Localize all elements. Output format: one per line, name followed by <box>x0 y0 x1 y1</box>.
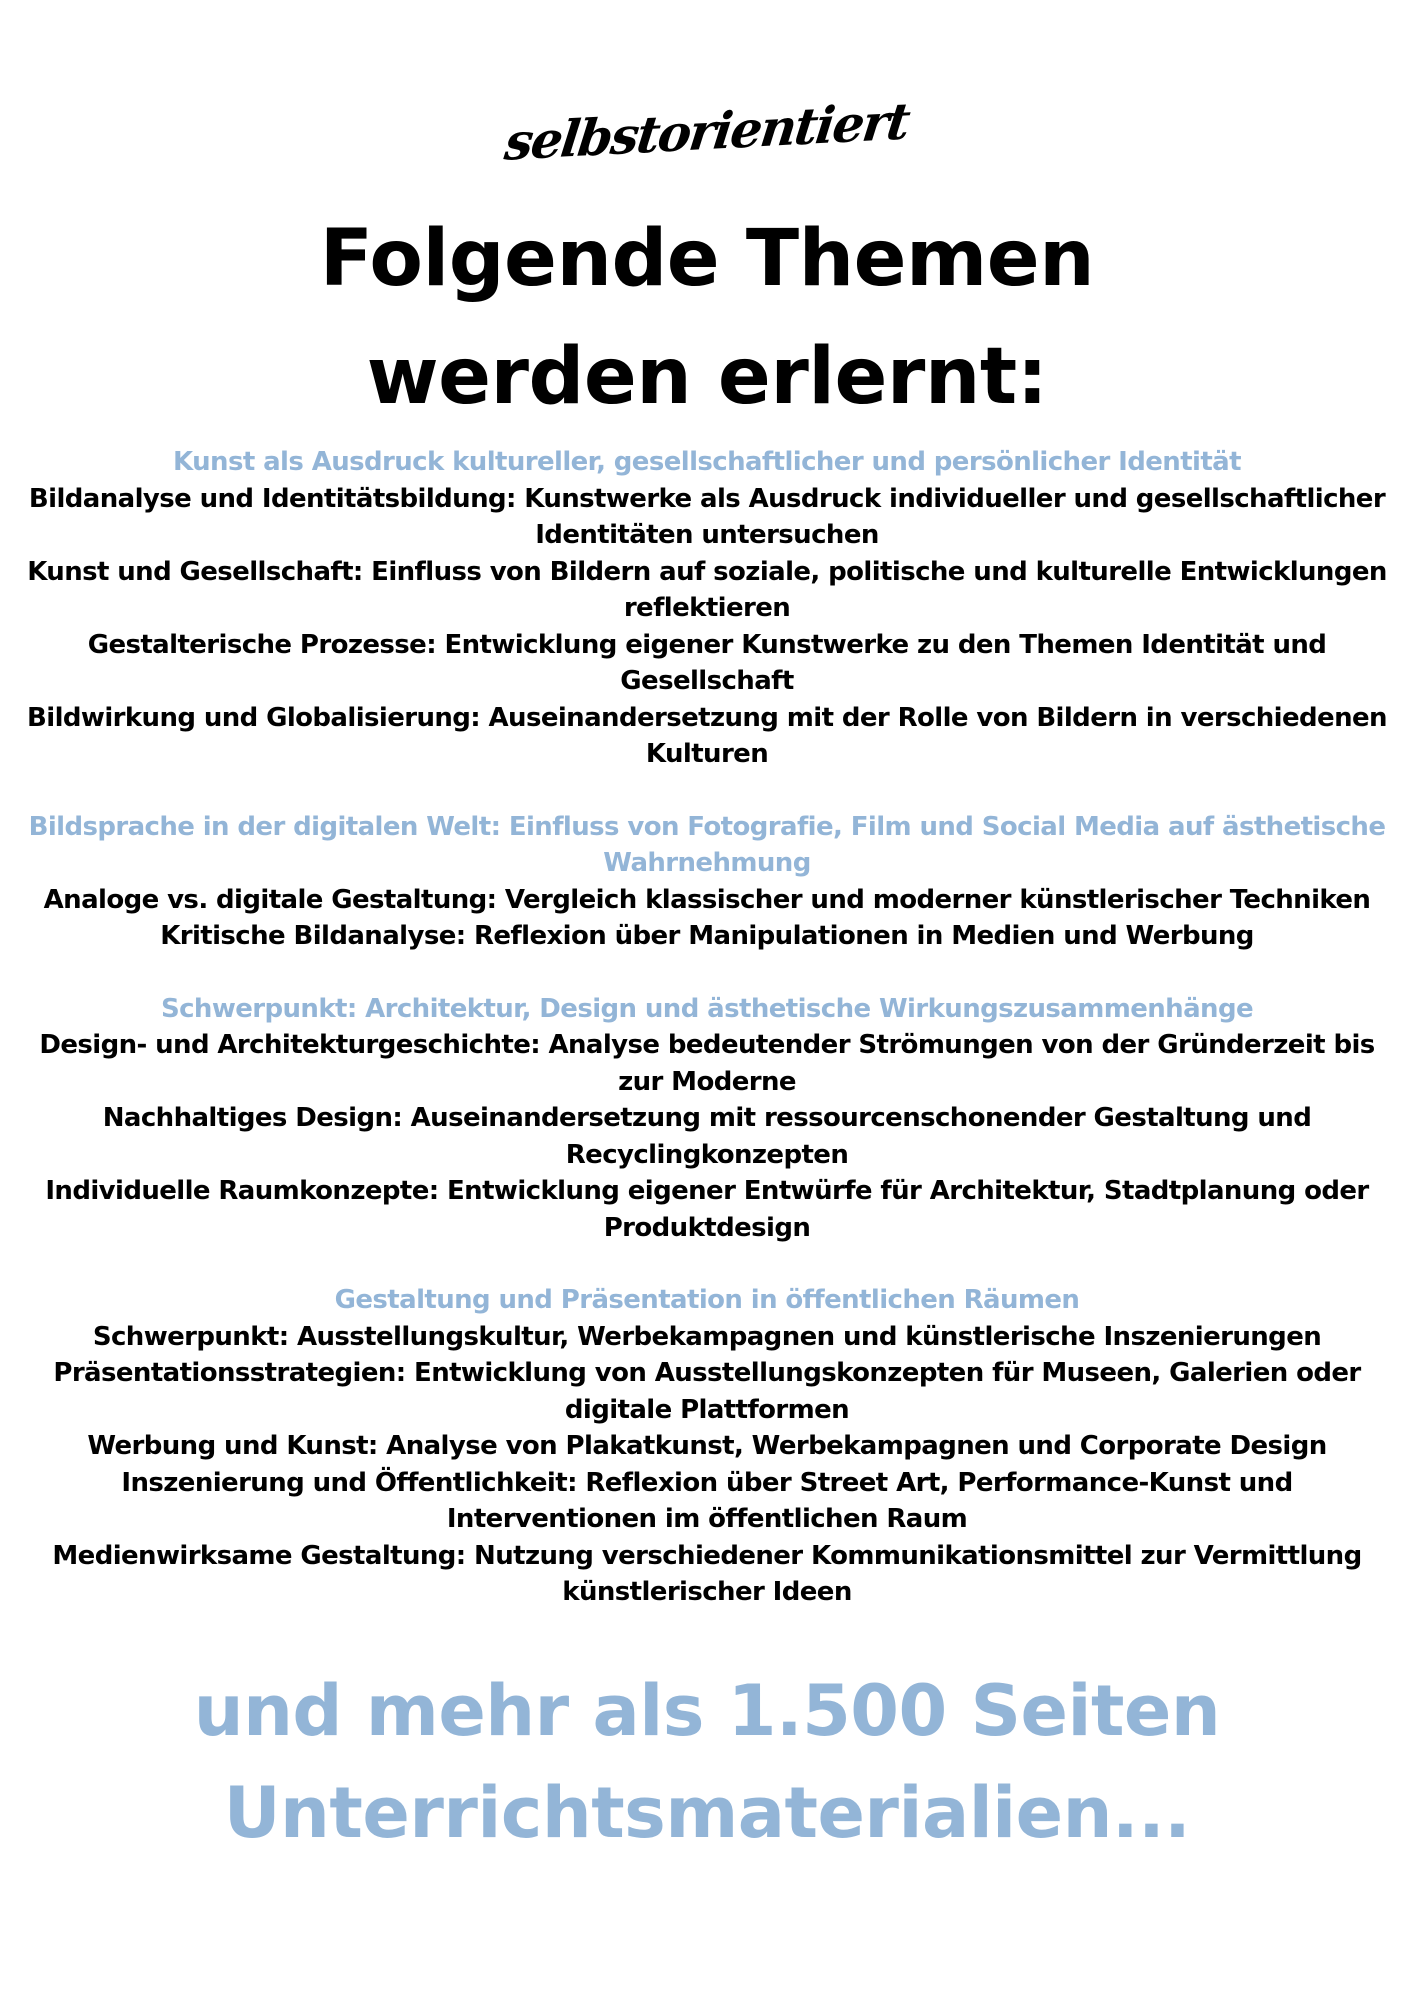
page-title <box>0 200 1414 436</box>
list-item: Analoge vs. digitale Gestaltung: Vergleich klassischer und moderner künstlerischer Techniken <box>43 884 1371 915</box>
page-title-line-1: Folgende Themen <box>319 214 1095 304</box>
section-public-spaces <box>20 1282 1394 1611</box>
list-item: Bildwirkung und Globalisierung: Auseinandersetzung mit der Rolle von Bildern in verschiedenen Kulturen <box>27 702 1387 769</box>
section-title: Bildsprache in der digitalen Welt: Einfluss von Fotografie, Film und Social Media auf ästhetische Wahrnehmung <box>28 811 1386 878</box>
footer-tagline-line-1: und mehr als 1.500 Seiten <box>193 1670 1221 1752</box>
footer-tagline-line-2: Unterrichtsmaterialien... <box>223 1772 1191 1854</box>
list-item: Präsentationsstrategien: Entwicklung von Ausstellungskonzepten für Museen, Galerien oder digitale Plattformen <box>53 1358 1361 1425</box>
list-item: Nachhaltiges Design: Auseinandersetzung mit ressourcenschonender Gestaltung und Recyclingkonzepten <box>102 1103 1312 1170</box>
list-item: Bildanalyse und Identitätsbildung: Kunstwerke als Ausdruck individueller und gesellschaftlicher Identitäten untersuchen <box>28 483 1386 550</box>
list-item: Inszenierung und Öffentlichkeit: Reflexion über Street Art, Performance-Kunst und Interventionen im öffentlichen Raum <box>121 1467 1293 1534</box>
list-item: Schwerpunkt: Ausstellungskultur, Werbekampagnen und künstlerische Inszenierungen <box>92 1321 1322 1352</box>
list-item: Medienwirksame Gestaltung: Nutzung verschiedener Kommunikationsmittel zur Vermittlung künstlerischer Ideen <box>52 1540 1362 1607</box>
list-item: Werbung und Kunst: Analyse von Plakatkunst, Werbekampagnen und Corporate Design <box>87 1431 1327 1461</box>
brand-logo <box>0 91 1414 172</box>
list-item: Gestalterische Prozesse: Entwicklung eigener Kunstwerke zu den Themen Identität und Gesellschaft <box>87 629 1327 696</box>
footer-tagline <box>0 1660 1414 1864</box>
list-item: Individuelle Raumkonzepte: Entwicklung eigener Entwürfe für Architektur, Stadtplanung oder Produktdesign <box>45 1176 1369 1243</box>
page-title-line-2: werden erlernt: <box>366 332 1048 422</box>
section-architecture-design <box>20 991 1394 1247</box>
topics-content <box>20 444 1394 1647</box>
list-item: Design- und Architekturgeschichte: Analyse bedeutender Strömungen von der Gründerzeit bis zur Moderne <box>39 1030 1375 1097</box>
section-title: Kunst als Ausdruck kultureller, gesellschaftlicher und persönlicher Identität <box>173 447 1241 477</box>
section-title: Gestaltung und Präsentation in öffentlichen Räumen <box>334 1285 1080 1315</box>
list-item: Kritische Bildanalyse: Reflexion über Manipulationen in Medien und Werbung <box>160 921 1254 951</box>
section-digital-imagery <box>20 809 1394 955</box>
section-identity <box>20 444 1394 773</box>
list-item: Kunst und Gesellschaft: Einfluss von Bildern auf soziale, politische und kulturelle Entwicklungen reflektieren <box>27 556 1387 623</box>
logo-wordmark: selbstorientiert <box>502 91 913 172</box>
section-title: Schwerpunkt: Architektur, Design und ästhetische Wirkungszusammenhänge <box>160 993 1253 1024</box>
